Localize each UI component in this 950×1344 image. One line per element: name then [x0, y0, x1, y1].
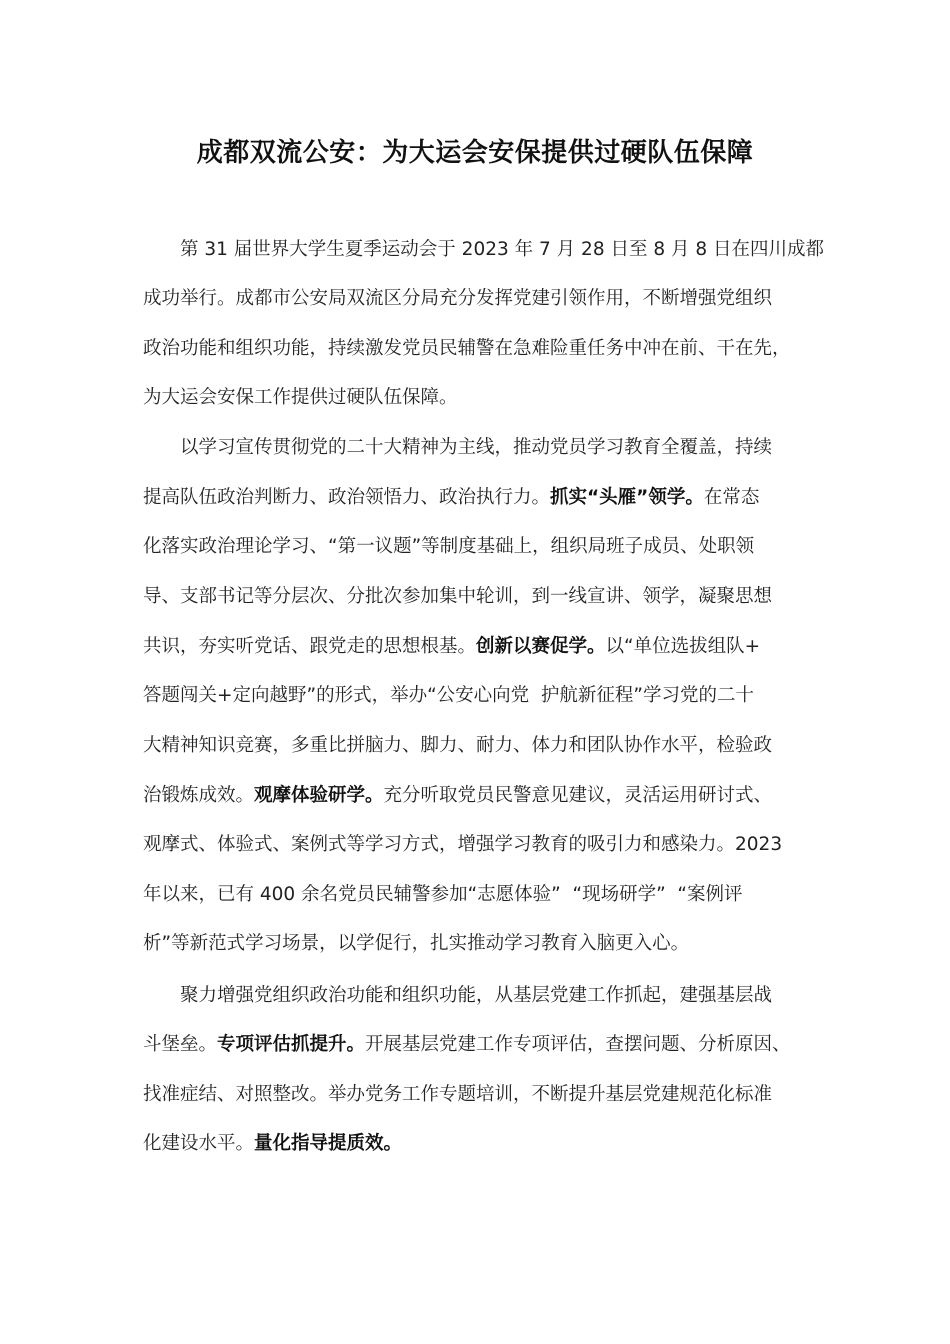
- body-line: 化落实政治理论学习、“第一议题”等制度基础上，组织局班子成员、处职领: [143, 536, 755, 557]
- bold-heading: 专项评估抓提升。: [217, 1034, 366, 1055]
- body-line: 观摩式、体验式、案例式等学习方式，增强学习教育的吸引力和感染力。2023: [143, 834, 783, 855]
- bold-heading: 观摩体验研学。: [254, 785, 384, 806]
- bold-heading: 量化指导提质效。: [254, 1133, 403, 1154]
- body-line: 年以来，已有 400 余名党员民辅警参加“志愿体验” “现场研学” “案例评: [143, 884, 743, 905]
- body-line: 治锻炼成效。观摩体验研学。充分听取党员民警意见建议，灵活运用研讨式、: [143, 785, 773, 806]
- body-line: 化建设水平。量化指导提质效。: [143, 1133, 403, 1154]
- body-line: 斗堡垒。专项评估抓提升。开展基层党建工作专项评估，查摆问题、分析原因、: [143, 1034, 791, 1055]
- bold-heading: 抓实“头雁”领学。: [550, 487, 704, 508]
- body-line: 找准症结、对照整改。举办党务工作专题培训，不断提升基层党建规范化标准: [143, 1084, 773, 1105]
- document-title: 成都双流公安：为大运会安保提供过硬队伍保障: [196, 138, 754, 168]
- body-line: 政治功能和组织功能，持续激发党员民辅警在急难险重任务中冲在前、干在先，: [143, 338, 791, 359]
- body-line: 成功举行。成都市公安局双流区分局充分发挥党建引领作用，不断增强党组织: [143, 288, 773, 309]
- body-line: 提高队伍政治判断力、政治领悟力、政治执行力。抓实“头雁”领学。在常态: [143, 487, 760, 508]
- body-line: 大精神知识竞赛，多重比拼脑力、脚力、耐力、体力和团队协作水平，检验政: [143, 735, 773, 756]
- body-line: 第 31 届世界大学生夏季运动会于 2023 年 7 月 28 日至 8 月 8 日在四川成都: [180, 239, 825, 260]
- body-line: 为大运会安保工作提供过硬队伍保障。: [143, 387, 458, 408]
- body-line: 导、支部书记等分层次、分批次参加集中轮训，到一线宣讲、领学，凝聚思想: [143, 586, 773, 607]
- body-line: 聚力增强党组织政治功能和组织功能，从基层党建工作抓起，建强基层战: [180, 985, 773, 1006]
- bold-heading: 创新以赛促学。: [476, 636, 606, 657]
- body-line: 以学习宣传贯彻党的二十大精神为主线，推动党员学习教育全覆盖，持续: [180, 437, 773, 458]
- body-line: 析”等新范式学习场景，以学促行，扎实推动学习教育入脑更入心。: [143, 933, 690, 954]
- body-line: 答题闯关+定向越野”的形式，举办“公安心向党 护航新征程”学习党的二十: [143, 685, 755, 706]
- body-line: 共识，夯实听党话、跟党走的思想根基。创新以赛促学。以“单位选拔组队+: [143, 636, 761, 657]
